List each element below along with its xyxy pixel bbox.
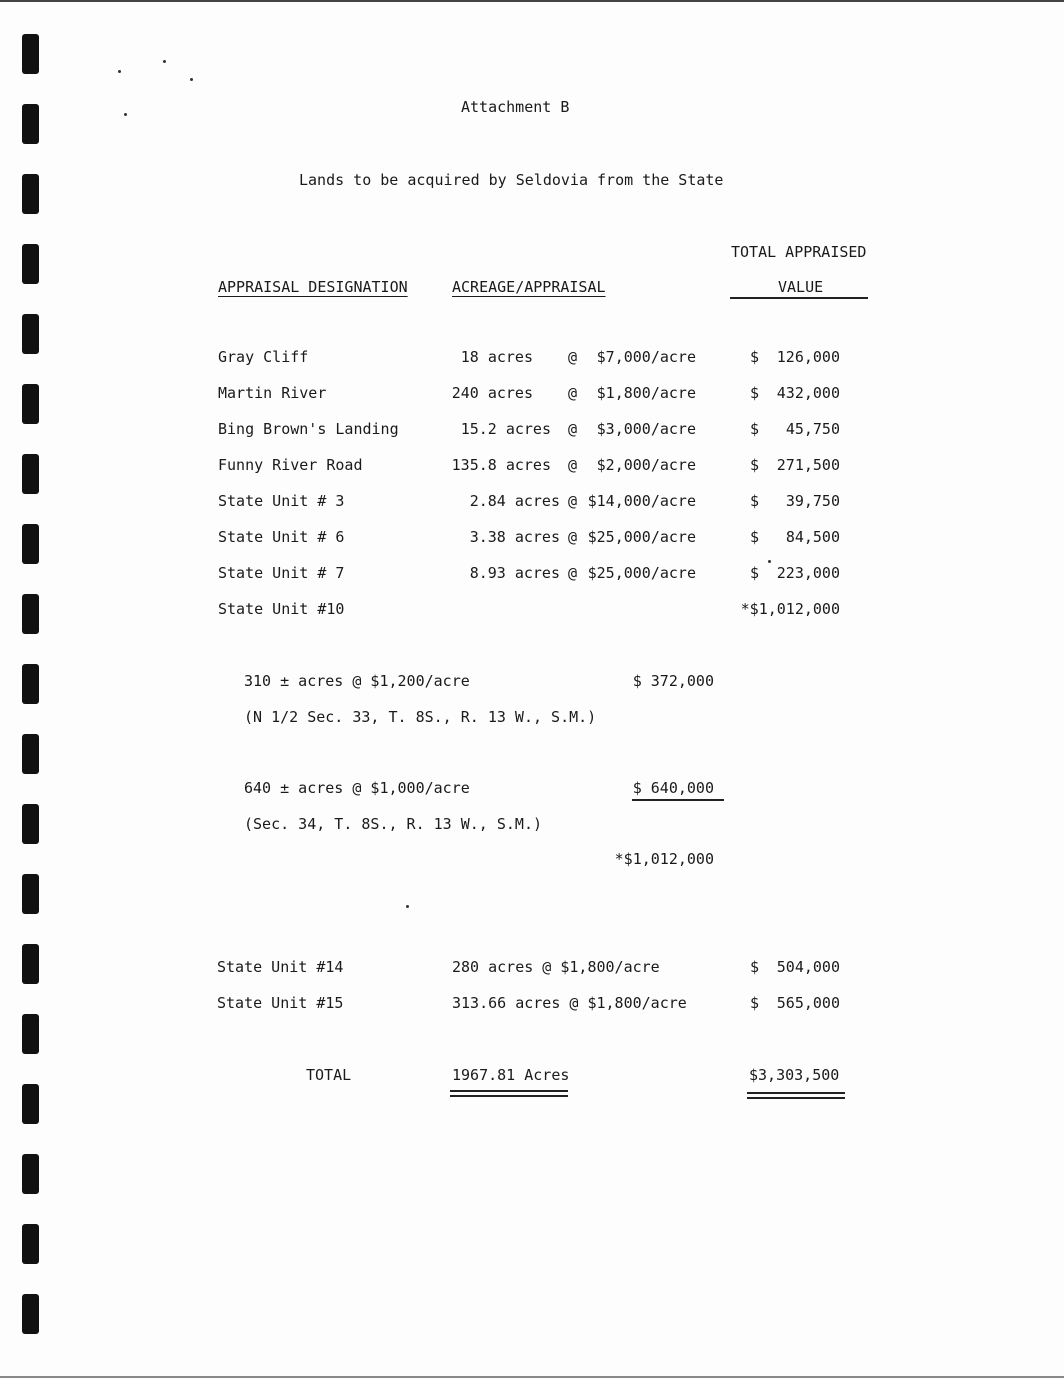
speck: [118, 70, 121, 73]
header-value-bottom: VALUE: [778, 278, 824, 296]
binder-hole: [22, 1294, 39, 1334]
row-acreage: 135.8 acres: [451, 456, 551, 474]
row-currency: $: [750, 958, 760, 976]
unit10-part2-legal: (Sec. 34, T. 8S., R. 13 W., S.M.): [244, 815, 543, 833]
binder-hole: [22, 804, 39, 844]
row-at: @: [568, 384, 578, 402]
subtotal-rule: [632, 799, 724, 801]
row-acreage: 2.84 acres: [469, 492, 560, 510]
top-edge: [0, 0, 1064, 2]
row-value: 271,500: [776, 456, 840, 474]
unit10-part1-legal: (N 1/2 Sec. 33, T. 8S., R. 13 W., S.M.): [244, 708, 597, 726]
binder-hole: [22, 1154, 39, 1194]
row-currency: $: [750, 348, 760, 366]
binder-hole: [22, 874, 39, 914]
binder-hole: [22, 174, 39, 214]
row-acreage: 8.93 acres: [469, 564, 560, 582]
bottom-edge: [0, 1376, 1064, 1378]
row-at: @: [568, 528, 578, 546]
total-value-double-rule-bottom: [747, 1097, 845, 1099]
row-acreage: 280 acres @ $1,800/acre: [452, 958, 660, 976]
row-value: *$1,012,000: [740, 600, 840, 618]
row-rate: $14,000/acre: [587, 492, 696, 510]
attachment-label: Attachment B: [461, 98, 570, 116]
row-value: 45,750: [785, 420, 840, 438]
binder-hole: [22, 594, 39, 634]
page-title: Lands to be acquired by Seldovia from the State: [299, 171, 724, 189]
row-rate: $1,800/acre: [596, 384, 696, 402]
row-acreage: 313.66 acres @ $1,800/acre: [452, 994, 687, 1012]
row-currency: $: [750, 384, 760, 402]
header-acreage: ACREAGE/APPRAISAL: [452, 278, 606, 296]
speck: [163, 60, 166, 63]
row-currency: $: [750, 528, 760, 546]
total-acres-double-rule-bottom: [450, 1095, 568, 1097]
binder-hole: [22, 944, 39, 984]
row-value: 565,000: [776, 994, 840, 1012]
row-value: 39,750: [785, 492, 840, 510]
total-value-double-rule-top: [747, 1092, 845, 1094]
row-designation: State Unit #15: [217, 994, 344, 1012]
row-designation: State Unit # 6: [218, 528, 345, 546]
row-designation: State Unit # 7: [218, 564, 345, 582]
header-value-top: TOTAL APPRAISED: [731, 243, 867, 261]
speck: [190, 78, 193, 81]
row-acreage: 15.2 acres: [460, 420, 551, 438]
total-value: $3,303,500: [749, 1066, 840, 1084]
binder-hole: [22, 314, 39, 354]
row-at: @: [568, 348, 578, 366]
row-designation: State Unit #10: [218, 600, 345, 618]
unit10-part1-value: $ 372,000: [632, 672, 714, 690]
row-acreage: 3.38 acres: [469, 528, 560, 546]
row-currency: $: [750, 492, 760, 510]
row-designation: Funny River Road: [218, 456, 363, 474]
binder-hole: [22, 454, 39, 494]
binder-hole: [22, 244, 39, 284]
row-rate: $7,000/acre: [596, 348, 696, 366]
row-value: 432,000: [776, 384, 840, 402]
speck: [124, 113, 127, 116]
row-currency: $: [750, 420, 760, 438]
row-value: 126,000: [776, 348, 840, 366]
row-designation: Gray Cliff: [218, 348, 309, 366]
header-designation: APPRAISAL DESIGNATION: [218, 278, 408, 296]
binder-hole: [22, 734, 39, 774]
total-label: TOTAL: [306, 1066, 352, 1084]
unit10-part2-line: 640 ± acres @ $1,000/acre: [244, 779, 470, 797]
binder-hole: [22, 1224, 39, 1264]
row-at: @: [568, 456, 578, 474]
speck: [406, 905, 409, 908]
binder-hole: [22, 104, 39, 144]
row-currency: $: [750, 994, 760, 1012]
speck: [768, 560, 771, 563]
row-designation: Martin River: [218, 384, 327, 402]
row-at: @: [568, 492, 578, 510]
unit10-subtotal: *$1,012,000: [614, 850, 714, 868]
row-currency: $: [750, 564, 760, 582]
binder-hole: [22, 524, 39, 564]
row-value: 84,500: [785, 528, 840, 546]
row-rate: $3,000/acre: [596, 420, 696, 438]
binder-hole: [22, 1014, 39, 1054]
row-acreage: 240 acres: [451, 384, 533, 402]
row-rate: $25,000/acre: [587, 564, 696, 582]
row-at: @: [568, 420, 578, 438]
row-designation: State Unit # 3: [218, 492, 345, 510]
total-acres-double-rule-top: [450, 1090, 568, 1092]
row-value: 504,000: [776, 958, 840, 976]
row-designation: Bing Brown's Landing: [218, 420, 399, 438]
unit10-part1-line: 310 ± acres @ $1,200/acre: [244, 672, 470, 690]
header-value-underline: [730, 297, 868, 299]
binder-hole: [22, 384, 39, 424]
row-currency: $: [750, 456, 760, 474]
unit10-part2-value: $ 640,000: [632, 779, 714, 797]
row-at: @: [568, 564, 578, 582]
row-rate: $2,000/acre: [596, 456, 696, 474]
row-acreage: 18 acres: [460, 348, 533, 366]
row-designation: State Unit #14: [217, 958, 344, 976]
binder-hole: [22, 1084, 39, 1124]
total-acres: 1967.81 Acres: [452, 1066, 570, 1084]
row-value: 223,000: [776, 564, 840, 582]
binder-hole: [22, 664, 39, 704]
binder-hole: [22, 34, 39, 74]
row-rate: $25,000/acre: [587, 528, 696, 546]
